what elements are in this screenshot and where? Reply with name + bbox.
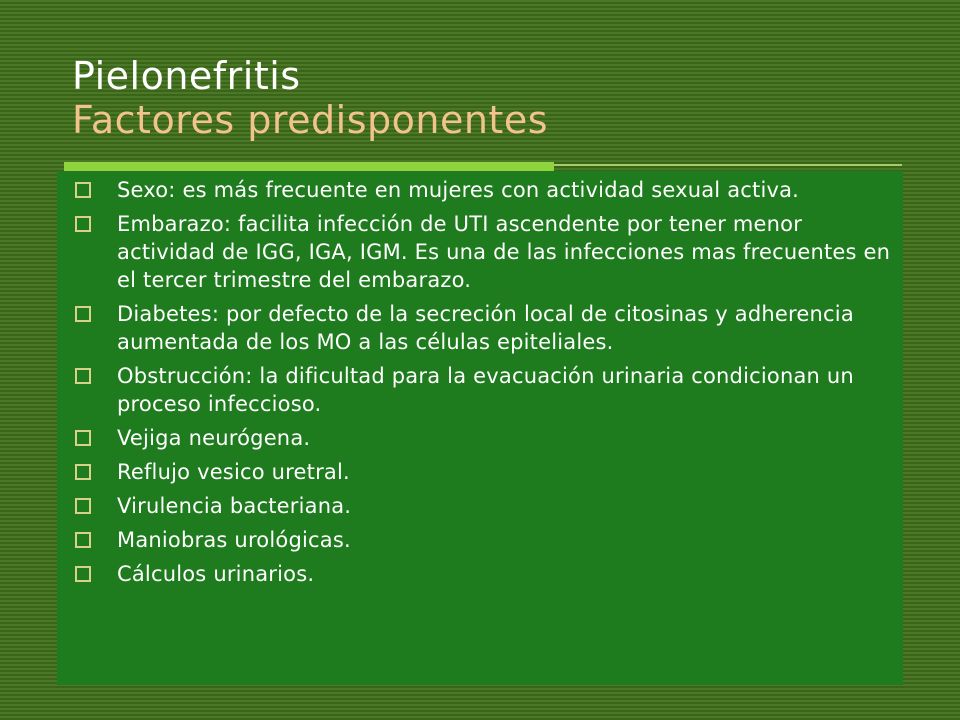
list-item	[73, 492, 893, 520]
slide-title	[72, 54, 932, 142]
hollow-square-icon	[75, 532, 91, 548]
list-item	[73, 210, 893, 294]
list-item	[73, 424, 893, 452]
list-item	[73, 300, 893, 356]
bullet-text: Sexo: es más frecuente en mujeres con actividad sexual activa.	[117, 178, 800, 202]
bullet-list	[73, 176, 893, 594]
bullet-text: Diabetes: por defecto de la secreción local de citosinas y adherencia aumentada de los MO a las células epiteliales.	[117, 302, 854, 354]
bullet-text: Reflujo vesico uretral.	[117, 460, 350, 484]
bullet-text: Cálculos urinarios.	[117, 562, 315, 586]
hollow-square-icon	[75, 368, 91, 384]
hollow-square-icon	[75, 498, 91, 514]
hollow-square-icon	[75, 216, 91, 232]
hollow-square-icon	[75, 306, 91, 322]
hollow-square-icon	[75, 566, 91, 582]
title-underline-thick	[64, 162, 554, 171]
hollow-square-icon	[75, 464, 91, 480]
hollow-square-icon	[75, 182, 91, 198]
bullet-text: Vejiga neurógena.	[117, 426, 311, 450]
bullet-text: Virulencia bacteriana.	[117, 494, 352, 518]
list-item	[73, 362, 893, 418]
list-item	[73, 560, 893, 588]
list-item	[73, 176, 893, 204]
title-subtitle: Factores predisponentes	[72, 98, 548, 142]
bullet-text: Embarazo: facilita infección de UTI ascendente por tener menor actividad de IGG, IGA, IGM. Es una de las infecciones mas frecuentes en el tercer trimestre del embarazo.	[117, 212, 891, 292]
list-item	[73, 526, 893, 554]
title-underline-thin	[554, 164, 902, 166]
list-item	[73, 458, 893, 486]
title-main: Pielonefritis	[72, 54, 301, 98]
bullet-text: Maniobras urológicas.	[117, 528, 351, 552]
bullet-text: Obstrucción: la dificultad para la evacuación urinaria condicionan un proceso infeccioso.	[117, 364, 854, 416]
content-panel	[57, 171, 903, 685]
hollow-square-icon	[75, 430, 91, 446]
